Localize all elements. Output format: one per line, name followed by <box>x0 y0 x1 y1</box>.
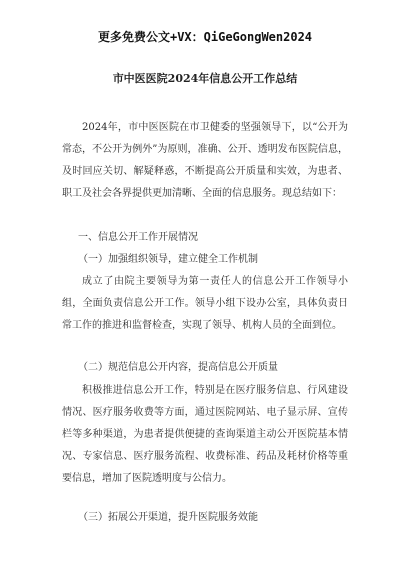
intro-paragraph <box>62 117 348 205</box>
watermark-text: 更多免费公文+VX：QiGeGongWen2024 <box>97 30 313 44</box>
sub2-body: 积极推进信息公开工作，特别是在医疗服务信息、行风建设情况、医疗服务收费等方面，通过医院网站、电子显示屏、宣传栏等多种渠道，为患者提供便捷的查询渠道主动公开医院基本情况、专家信息、医疗服务流程、收费标准、药品及耗材价格等重要信息，增加了医院透明度与公信力。 <box>62 385 348 484</box>
intro-text: 2024年，市中医医院在市卫健委的坚强领导下，以“公开为常态，不公开为例外”为原则，准确、公开、透明发布医院信息，及时回应关切、解疑释惑，不断提高公开质量和实效，为患者、职工及社会各界提供更加清晰、全面的信息服务。现总结如下： <box>62 122 348 199</box>
sub1-paragraph <box>62 271 348 337</box>
sub1-heading: （一）加强组织领导，建立健全工作机制 <box>78 254 258 265</box>
subsection-heading <box>62 249 348 271</box>
sub2-heading: （二）规范信息公开内容，提高信息公开质量 <box>78 362 278 373</box>
sub3-heading: （三）拓展公开渠道，提升医院服务效能 <box>78 512 258 523</box>
subsection-heading <box>62 357 348 379</box>
document-title: 市中医医院2024年信息公开工作总结 <box>112 72 298 85</box>
sub2-paragraph <box>62 380 348 490</box>
section-heading <box>62 227 348 249</box>
sub1-body: 成立了由院主要领导为第一责任人的信息公开工作领导小组，全面负责信息公开工作。领导小组下设办公室，具体负责日常工作的推进和监督检查，实现了领导、机构人员的全面到位。 <box>62 276 348 331</box>
subsection-heading <box>62 507 348 529</box>
section1-heading: 一、信息公开工作开展情况 <box>78 232 198 243</box>
